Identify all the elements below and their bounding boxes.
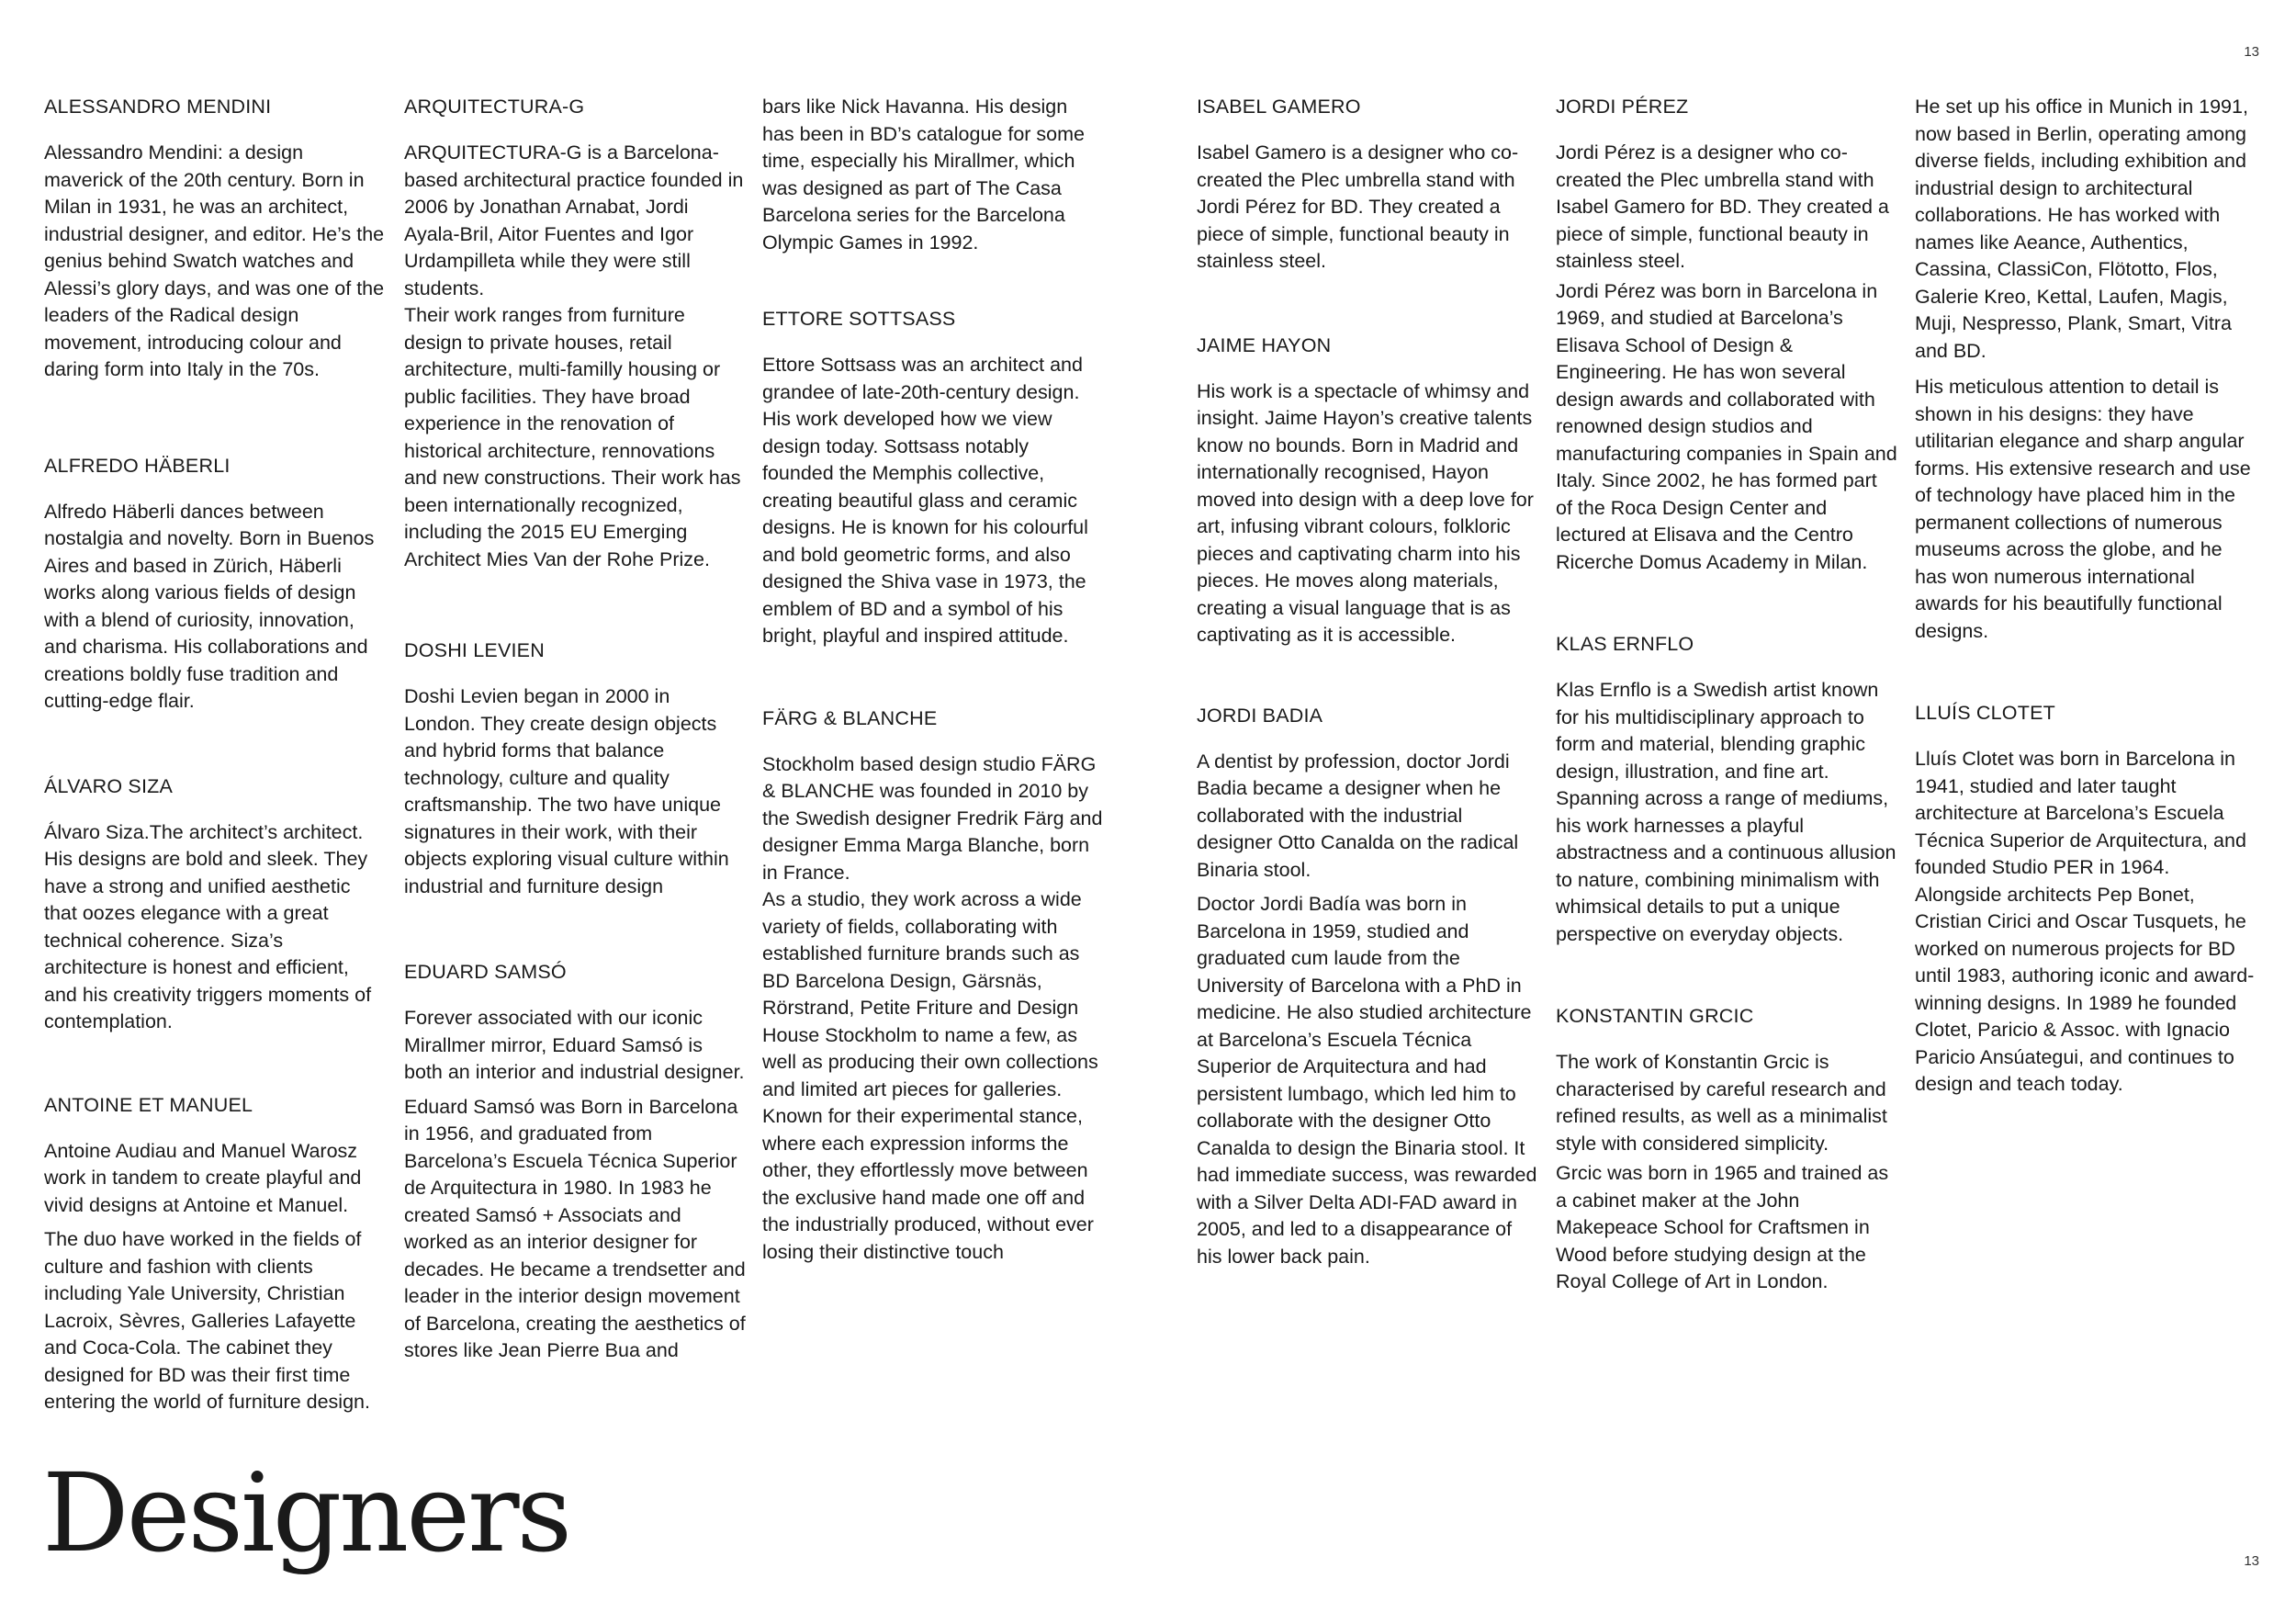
column-2 bbox=[404, 94, 746, 1417]
designer-bio: A dentist by profession, doctor Jordi Badia became a designer when he collaborated with the industrial designer Otto Canalda on the radical Binaria stool. bbox=[1197, 750, 1519, 881]
column-1 bbox=[44, 94, 386, 1469]
designer-bio: Antoine Audiau and Manuel Warosz work in tandem to create playful and vivid designs at Antoine et Manuel. bbox=[44, 1139, 362, 1216]
designer-bio: Klas Ernflo is a Swedish artist known for his multidisciplinary approach to form and material, blending graphic design, illustration, and fine art. Spanning across a range of mediums, his work harnesses a playful abstractness and a continuous allusion to nature, combining minimalism with whimsical details to put a unique perspective on everyday objects. bbox=[1556, 679, 1896, 945]
designer-bio: Ettore Sottsass was an architect and grandee of late-20th-century design. His work developed how we view design today. Sottsass notably founded the Memphis collective, creating beautiful glass and ceramic designs. He is known for his colourful and bold geometric forms, and also designed the Shiva vase in 1973, the emblem of BD and a symbol of his bright, playful and inspired attitude. bbox=[762, 354, 1088, 647]
designer-bio: He set up his office in Munich in 1991, now based in Berlin, operating among diverse fields, including exhibition and industrial design to architectural collaborations. He has worked with names like Aeance, Authentics, Cassina, ClassiCon, Flötotto, Flos, Galerie Kreo, Kettal, Laufen, Magis, Muji, Nespresso, Plank, Smart, Vitra and BD. bbox=[1915, 96, 2248, 362]
designer-bio: Jordi Pérez was born in Barcelona in 1969, and studied at Barcelona’s Elisava School of Design & Engineering. He has won several design awards and collaborated with renowned design studios and manufacturing companies in Spain and Italy. Since 2002, he has formed part of the Roca Design Center and lectured at Elisava and the Centro Ricerche Domus Academy in Milan. bbox=[1556, 279, 1897, 573]
designer-bio: Isabel Gamero is a designer who co-created the Plec umbrella stand with Jordi Pérez for BD. They created a piece of simple, functional beauty in stainless steel. bbox=[1197, 141, 1519, 272]
designer-bio: Their work ranges from furniture design to private houses, retail architecture, multi-familly housing or public facilities. They have broad experience in the renovation of historical architecture, rennovations and new constructions. Their work has been internationally recognized, including the 2015 EU Emerging Architect Mies Van der Rohe Prize. bbox=[404, 304, 741, 570]
designer-entry-haberli bbox=[44, 453, 386, 716]
designer-bio: As a studio, they work across a wide variety of fields, collaborating with established furniture brands such as BD Barcelona Design, Gärsnäs, Rörstrand, Petite Friture and Design House Stockholm to name a few, as well as producing their own collections and limited art pieces for galleries. Known for their experimental stance, where each expression informs the other, they effortlessly move between the exclusive hand made one off and the industrially produced, without ever losing their distinctive touch bbox=[762, 888, 1098, 1263]
designer-entry-doshi bbox=[404, 637, 746, 900]
designer-bio: Alfredo Häberli dances between nostalgia and novelty. Born in Buenos Aires and based in Zürich, Häberli works along various fields of design with a blend of curiosity, innovation, and charisma. His collaborations and creations boldly fuse tradition and cutting-edge flair. bbox=[44, 500, 375, 712]
designer-bio: Forever associated with our iconic Mirallmer mirror, Eduard Samsó is both an interior and industrial designer. bbox=[404, 1007, 745, 1083]
page-title: Designers bbox=[42, 1449, 570, 1576]
designer-bio: Eduard Samsó was Born in Barcelona in 1956, and graduated from Barcelona’s Escuela Técnica Superior de Arquitectura in 1980. In 1983 he created Samsó + Associats and worked as an interior designer for decades. He became a trendsetter and leader in the interior design movement of Barcelona, creating the aesthetics of stores like Jean Pierre Bua and bbox=[404, 1095, 746, 1361]
page-number-top: 13 bbox=[2244, 44, 2259, 60]
column-3 bbox=[762, 94, 1104, 1318]
designer-bio: bars like Nick Havanna. His design has been in BD’s catalogue for some time, especially his Mirallmer, which was designed as part of The Casa Barcelona series for the Barcelona Olympic Games in 1992. bbox=[762, 96, 1085, 254]
designer-entry-arquitectura bbox=[404, 94, 746, 573]
designer-entry-samso-continued bbox=[762, 94, 1104, 256]
designer-entry-badia bbox=[1197, 703, 1538, 1271]
designer-name: ISABEL GAMERO bbox=[1197, 96, 1361, 118]
designer-bio: Doctor Jordi Badía was born in Barcelona in 1959, studied and graduated cum laude from the University of Barcelona with a PhD in medicine. He also studied architecture at Barcelona’s Escuela Técnica Superior de Arquitectura and had persistent lumbago, which led him to collaborate with the designer Otto Canalda to design the Binaria stool. It had immediate success, was rewarded with a Silver Delta ADI-FAD award in 2005, and led to a disappearance of his lower back pain. bbox=[1197, 893, 1537, 1268]
designer-entry-ernflo bbox=[1556, 631, 1897, 948]
designer-bio: Stockholm based design studio FÄRG & BLANCHE was founded in 2010 by the Swedish designer Fredrik Färg and designer Emma Marga Blanche, born in France. bbox=[762, 752, 1103, 884]
designer-entry-perez bbox=[1556, 94, 1897, 576]
designer-entry-grcic bbox=[1556, 1003, 1897, 1296]
column-6 bbox=[1915, 94, 2257, 1151]
designer-entry-gamero bbox=[1197, 94, 1538, 276]
designer-bio: Jordi Pérez is a designer who co-created the Plec umbrella stand with Isabel Gamero for BD. They created a piece of simple, functional beauty in stainless steel. bbox=[1556, 141, 1889, 272]
designer-entry-siza bbox=[44, 773, 386, 1036]
designer-name: JORDI PÉREZ bbox=[1556, 96, 1689, 118]
designer-name: KLAS ERNFLO bbox=[1556, 633, 1694, 655]
designer-name: ANTOINE ET MANUEL bbox=[44, 1093, 253, 1116]
designer-name: DOSHI LEVIEN bbox=[404, 639, 545, 661]
column-4 bbox=[1197, 94, 1538, 1323]
designer-name: ALESSANDRO MENDINI bbox=[44, 96, 272, 118]
designer-bio: The work of Konstantin Grcic is characterised by careful research and refined results, as well as a minimalist style with considered simplicity. bbox=[1556, 1051, 1887, 1155]
designer-bio: Grcic was born in 1965 and trained as a cabinet maker at the John Makepeace School for Craftsmen in Wood before studying design at the Royal College of Art in London. bbox=[1556, 1162, 1889, 1292]
designer-bio: Álvaro Siza.The architect’s architect. His designs are bold and sleek. They have a strong and unified aesthetic that oozes elegance with a great technical coherence. Siza’s architecture is honest and efficient, and his creativity triggers moments of contemplation. bbox=[44, 820, 372, 1032]
designer-entry-hayon bbox=[1197, 333, 1538, 649]
designer-entry-sottsass bbox=[762, 306, 1104, 650]
designer-name: LLUÍS CLOTET bbox=[1915, 702, 2055, 724]
designer-bio: ARQUITECTURA-G is a Barcelona-based architectural practice founded in 2006 by Jonathan Arnabat, Jordi Ayala-Bril, Aitor Fuentes and Igor Urdampilleta while they were still students. bbox=[404, 141, 744, 299]
designer-name: KONSTANTIN GRCIC bbox=[1556, 1005, 1754, 1027]
designer-name: ALFREDO HÄBERLI bbox=[44, 454, 231, 477]
designer-entry-grcic-continued bbox=[1915, 94, 2257, 645]
designer-name: JAIME HAYON bbox=[1197, 333, 1332, 356]
designer-entry-farg bbox=[762, 705, 1104, 1267]
designer-bio: His work is a spectacle of whimsy and insight. Jaime Hayon’s creative talents know no bounds. Born in Madrid and internationally recognised, Hayon moved into design with a deep love for art, infusing vibrant colours, folkloric pieces and captivating charm into his pieces. He moves along materials, creating a visual language that is as captivating as it is accessible. bbox=[1197, 379, 1534, 646]
designer-entry-mendini bbox=[44, 94, 386, 384]
column-5 bbox=[1556, 94, 1897, 1348]
designer-entry-clotet bbox=[1915, 700, 2257, 1099]
page-number-bottom: 13 bbox=[2244, 1553, 2259, 1569]
designer-bio: Alessandro Mendini: a design maverick of the 20th century. Born in Milan in 1931, he was an architect, industrial designer, and editor. He’s the genius behind Swatch watches and Alessi’s glory days, and was one of the leaders of the Radical design movement, introducing colour and daring form into Italy in the 70s. bbox=[44, 141, 385, 380]
designer-name: ETTORE SOTTSASS bbox=[762, 308, 956, 330]
designer-name: ARQUITECTURA-G bbox=[404, 96, 585, 118]
designer-entry-samso bbox=[404, 959, 746, 1365]
designer-bio: Doshi Levien began in 2000 in London. They create design objects and hybrid forms that balance technology, culture and quality craftsmanship. The two have unique signatures in their work, with their objects exploring visual culture within industrial and furniture design bbox=[404, 685, 729, 897]
designer-name: FÄRG & BLANCHE bbox=[762, 706, 938, 729]
designer-entry-antoine bbox=[44, 1092, 386, 1416]
designer-name: ÁLVARO SIZA bbox=[44, 774, 173, 797]
designer-name: EDUARD SAMSÓ bbox=[404, 961, 567, 983]
designer-bio: Lluís Clotet was born in Barcelona in 1941, studied and later taught architecture at Barcelona’s Escuela Técnica Superior de Arquitectura, and founded Studio PER in 1964. Alongside architects Pep Bonet, Cristian Cirici and Oscar Tusquets, he worked on numerous projects for BD until 1983, authoring iconic and award-winning designs. In 1989 he founded Clotet, Paricio & Assoc. with Ignacio Paricio Ansúategui, and continues to design and teach today. bbox=[1915, 748, 2255, 1095]
designer-name: JORDI BADIA bbox=[1197, 704, 1323, 727]
designer-bio: His meticulous attention to detail is shown in his designs: they have utilitarian elegance and sharp angular forms. His extensive research and use of technology have placed him in the permanent collections of numerous museums across the globe, and he has won numerous international awards for his beautifully functional designs. bbox=[1915, 376, 2251, 642]
designer-bio: The duo have worked in the fields of culture and fashion with clients including Yale University, Christian Lacroix, Sèvres, Galleries Lafayette and Coca-Cola. The cabinet they designed for BD was their first time entering the world of furniture design. bbox=[44, 1228, 370, 1413]
